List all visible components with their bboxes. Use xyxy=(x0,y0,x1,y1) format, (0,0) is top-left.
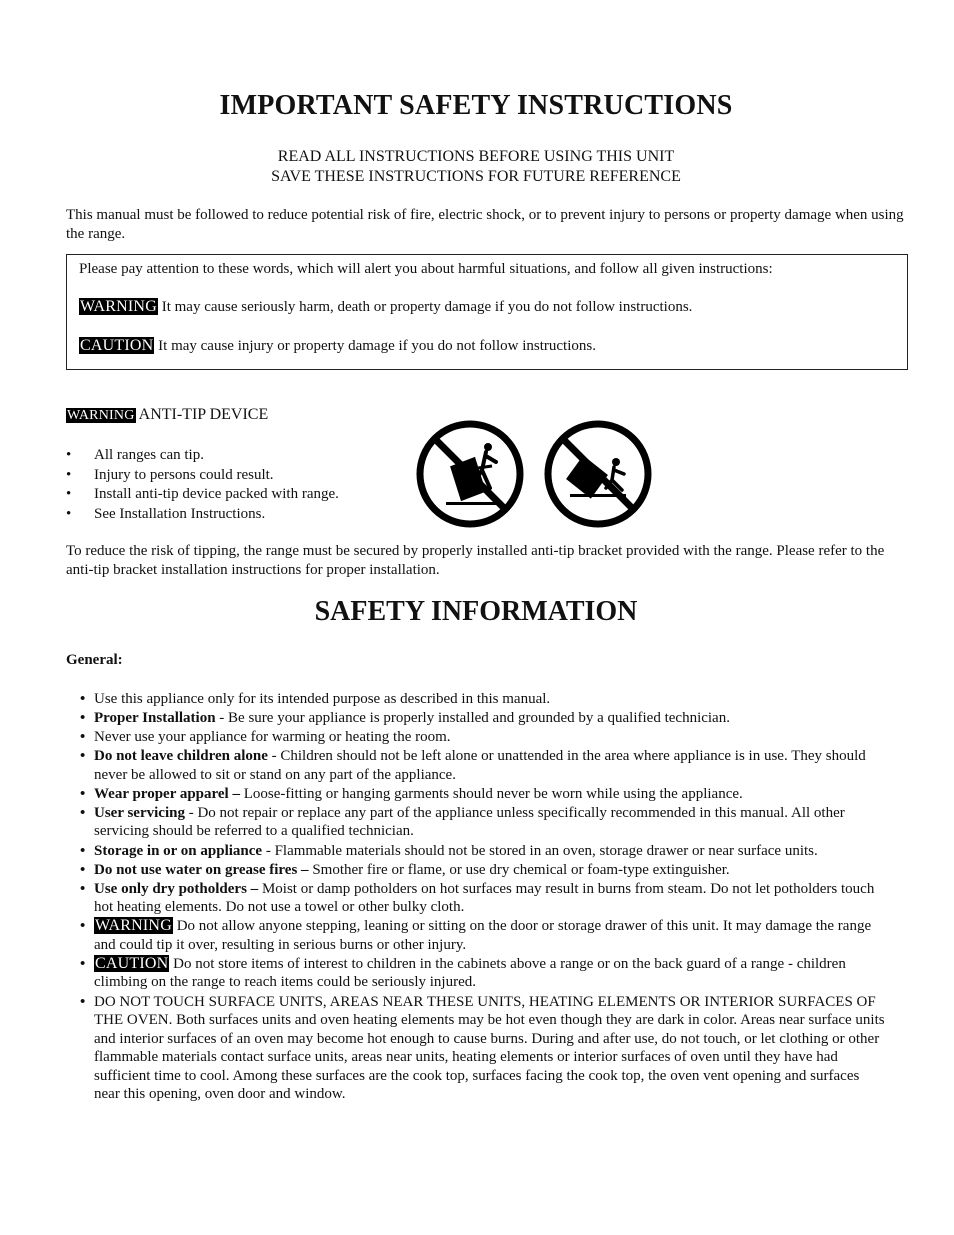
list-item: • Do not leave children alone - Children should not be left alone or unattended in the area where appliance is in use. They should never be allowed to sit or stand on any part of the appliance. xyxy=(80,747,886,784)
caution-definition xyxy=(79,337,596,355)
safety-information-title: SAFETY INFORMATION xyxy=(314,596,638,627)
list-item: • Do not use water on grease fires – Smother fire or flame, or use dry chemical or foam-type extinguisher. xyxy=(80,861,886,880)
safety-list xyxy=(80,690,886,1104)
signal-words-box xyxy=(66,254,908,370)
caution-tag: CAUTION xyxy=(80,337,154,354)
list-item: • CAUTION Do not store items of interest to children in the cabinets above a range or on the back guard of a range - children climbing on the range to reach items could be seriously injured. xyxy=(80,955,886,992)
anti-tip-pictograms xyxy=(416,418,656,530)
list-item: • All ranges can tip. xyxy=(66,446,339,466)
anti-tip-warning-tag: WARNING xyxy=(67,408,135,423)
page-title: IMPORTANT SAFETY INSTRUCTIONS xyxy=(219,90,733,121)
warning-tag: WARNING xyxy=(95,917,172,935)
anti-tip-paragraph: To reduce the risk of tipping, the range must be secured by properly installed anti-tip bracket provided with the range. Please refer to the anti-tip bracket installation instructions for proper installation. xyxy=(66,543,885,578)
list-item: • WARNING Do not allow anyone stepping, leaning or sitting on the door or storage drawer of this unit. It may damage the range and could tip it over, resulting in serious burns or other injury. xyxy=(80,917,886,954)
caution-definition-text: It may cause injury or property damage if you do not follow instructions. xyxy=(154,338,596,354)
list-item: • Storage in or on appliance - Flammable materials should not be stored in an oven, storage drawer or near surface units. xyxy=(80,842,886,861)
anti-tip-list xyxy=(66,446,339,524)
list-item: • Injury to persons could result. xyxy=(66,466,339,486)
list-item: • User servicing - Do not repair or replace any part of the appliance unless specifically recommended in this manual. All other servicing should be referred to a qualified technician. xyxy=(80,804,886,841)
list-item: • DO NOT TOUCH SURFACE UNITS, AREAS NEAR THESE UNITS, HEATING ELEMENTS OR INTERIOR SURFACES OF THE OVEN. Both surfaces units and oven heating elements may be hot even though they are dark in color. Areas near surface units and interior surfaces of an oven may become hot enough to cause burns. During and after use, do not touch, or let clothing or other flammable materials contact surface units, areas near units, heating elements or interior surfaces of oven until they have had sufficient time to cool. Among these surfaces are the cook top, surfaces facing the cook top, the oven vent opening and surfaces near this opening, oven door and window. xyxy=(80,993,886,1104)
list-item: • See Installation Instructions. xyxy=(66,505,339,525)
caution-tag: CAUTION xyxy=(95,954,169,972)
subtitle-read-instructions: READ ALL INSTRUCTIONS BEFORE USING THIS UNIT xyxy=(277,148,675,165)
general-label: General: xyxy=(66,652,123,668)
anti-tip-heading xyxy=(66,406,268,424)
list-item: • Never use your appliance for warming or heating the room. xyxy=(80,728,886,747)
no-stepping-on-door-icon xyxy=(420,424,520,524)
warning-definition-text: It may cause seriously harm, death or property damage if you do not follow instructions. xyxy=(157,299,693,315)
warning-definition xyxy=(79,298,692,316)
list-item: • Install anti-tip device packed with range. xyxy=(66,485,339,505)
intro-paragraph: This manual must be followed to reduce potential risk of fire, electric shock, or to prevent injury to persons or property damage when using the range. xyxy=(66,207,904,242)
subtitle-save-instructions: SAVE THESE INSTRUCTIONS FOR FUTURE REFERENCE xyxy=(271,168,681,185)
warning-tag: WARNING xyxy=(80,298,157,315)
list-item: • Use only dry potholders – Moist or damp potholders on hot surfaces may result in burns from steam. Do not let potholders touch hot heating elements. Do not use a towel or other bulky cloth. xyxy=(80,880,886,917)
list-item: • Proper Installation - Be sure your appliance is properly installed and grounded by a qualified technician. xyxy=(80,709,886,728)
list-item: • Wear proper apparel – Loose-fitting or hanging garments should never be worn while using the appliance. xyxy=(80,785,886,804)
list-item: • Use this appliance only for its intended purpose as described in this manual. xyxy=(80,690,886,709)
anti-tip-heading-text: ANTI-TIP DEVICE xyxy=(135,406,269,423)
signal-words-lead: Please pay attention to these words, which will alert you about harmful situations, and follow all given instructions: xyxy=(79,261,773,277)
no-tipping-range-icon xyxy=(548,424,648,524)
